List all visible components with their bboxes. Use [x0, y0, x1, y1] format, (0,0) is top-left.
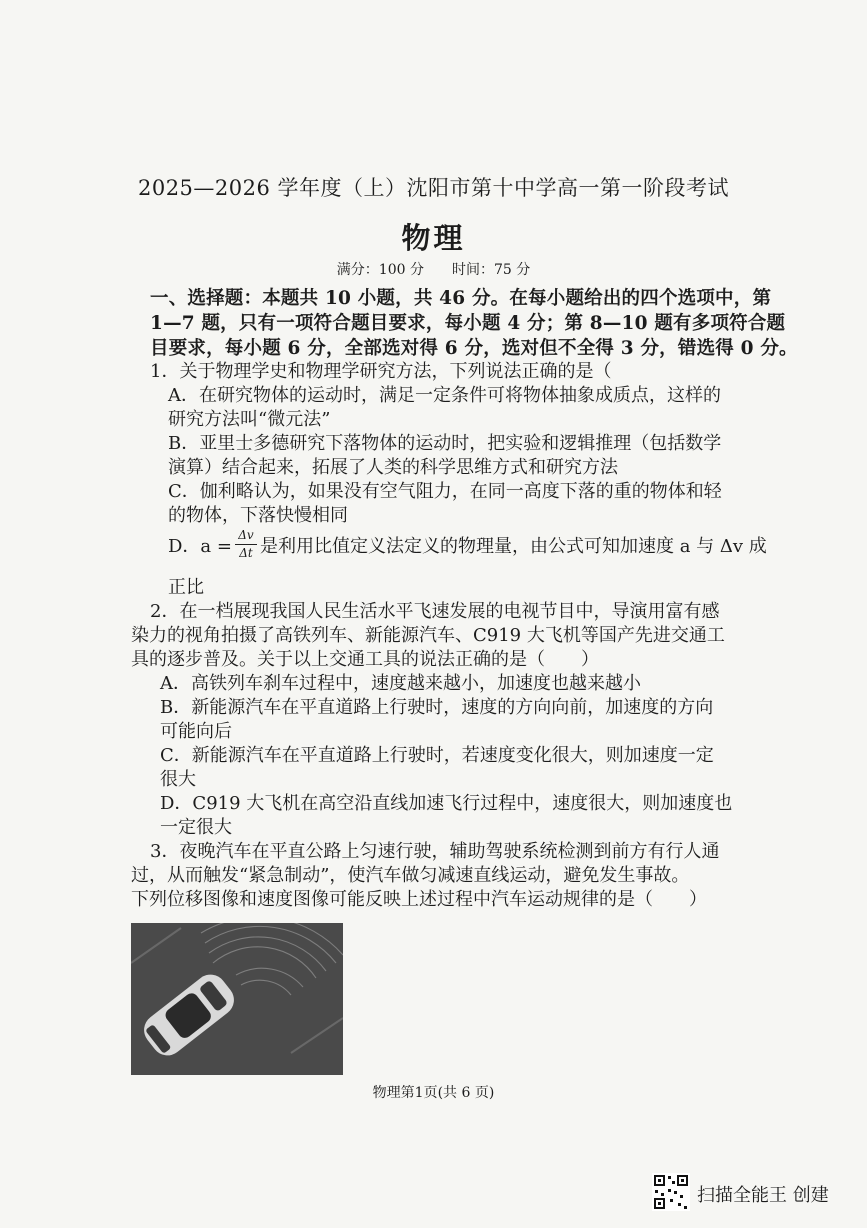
q1-option-d — [168, 529, 767, 560]
exam-meta: 满分：100 分 时间：75 分 — [336, 262, 531, 278]
q3-stem-line-3: 下列位移图像和速度图像可能反映上述过程中汽车运动规律的是（ ） — [131, 889, 707, 910]
fraction-denominator: Δt — [239, 546, 253, 560]
qr-code-icon — [652, 1173, 690, 1211]
q2-option-b-cont: 可能向后 — [160, 721, 232, 742]
q1-option-d-text: 是利用比值定义法定义的物理量，由公式可知加速度 a 与 Δv 成 — [259, 535, 767, 557]
q1-option-c-cont: 的物体，下落快慢相同 — [168, 505, 348, 526]
car-braking-photo — [131, 923, 343, 1075]
q1-option-d-prefix: D．a = — [168, 535, 232, 557]
q2-option-d-cont: 一定很大 — [160, 817, 232, 838]
section-instructions-line-3: 目要求，每小题 6 分，全部选对得 6 分，选对但不全得 3 分，错选得 0 分。 — [150, 338, 798, 359]
q2-stem-line-1: 2．在一档展现我国人民生活水平飞速发展的电视节目中，导演用富有感 — [150, 601, 720, 622]
q1-option-c: C．伽利略认为，如果没有空气阻力，在同一高度下落的重的物体和轻 — [168, 481, 722, 502]
exam-title: 2025—2026 学年度（上）沈阳市第十中学高一第一阶段考试 — [137, 176, 730, 200]
q2-stem-line-2: 染力的视角拍摄了高铁列车、新能源汽车、C919 大飞机等国产先进交通工 — [131, 625, 725, 646]
q2-option-c-cont: 很大 — [160, 769, 196, 790]
fraction-bar — [235, 544, 257, 545]
q2-option-d: D．C919 大飞机在高空沿直线加速飞行过程中，速度很大，则加速度也 — [160, 793, 733, 814]
q2-option-b: B．新能源汽车在平直道路上行驶时，速度的方向向前，加速度的方向 — [160, 697, 714, 718]
q1-option-a-cont: 研究方法叫“微元法” — [168, 409, 331, 430]
q1-option-a: A．在研究物体的运动时，满足一定条件可将物体抽象成质点，这样的 — [168, 385, 721, 406]
section-instructions-line-1: 一、选择题：本题共 10 小题，共 46 分。在每小题给出的四个选项中，第 — [150, 288, 772, 309]
subject-title: 物理 — [401, 221, 466, 255]
q3-stem-line-2: 过，从而触发“紧急制动”，使汽车做匀减速直线运动，避免发生事故。 — [131, 865, 690, 886]
q2-option-a: A．高铁列车刹车过程中，速度越来越小，加速度也越来越小 — [160, 673, 641, 694]
acceleration-fraction — [235, 529, 257, 560]
fraction-numerator: Δv — [238, 528, 254, 542]
q1-option-b: B．亚里士多德研究下落物体的运动时，把实验和逻辑推理（包括数学 — [168, 433, 722, 454]
q1-stem: 1．关于物理学史和物理学研究方法，下列说法正确的是（ — [150, 361, 612, 382]
section-instructions-line-2: 1—7 题，只有一项符合题目要求，每小题 4 分；第 8—10 题有多项符合题 — [150, 313, 786, 334]
q1-option-d-cont: 正比 — [168, 577, 204, 598]
page-number: 物理第1页(共 6 页) — [372, 1085, 495, 1101]
q1-option-b-cont: 演算）结合起来，拓展了人类的科学思维方式和研究方法 — [168, 457, 618, 478]
q2-stem-line-3: 具的逐步普及。关于以上交通工具的说法正确的是（ ） — [131, 649, 599, 670]
scanner-watermark: 扫描全能王 创建 — [697, 1185, 829, 1206]
q3-stem-line-1: 3．夜晚汽车在平直公路上匀速行驶，辅助驾驶系统检测到前方有行人通 — [150, 841, 720, 862]
q2-option-c: C．新能源汽车在平直道路上行驶时，若速度变化很大，则加速度一定 — [160, 745, 714, 766]
